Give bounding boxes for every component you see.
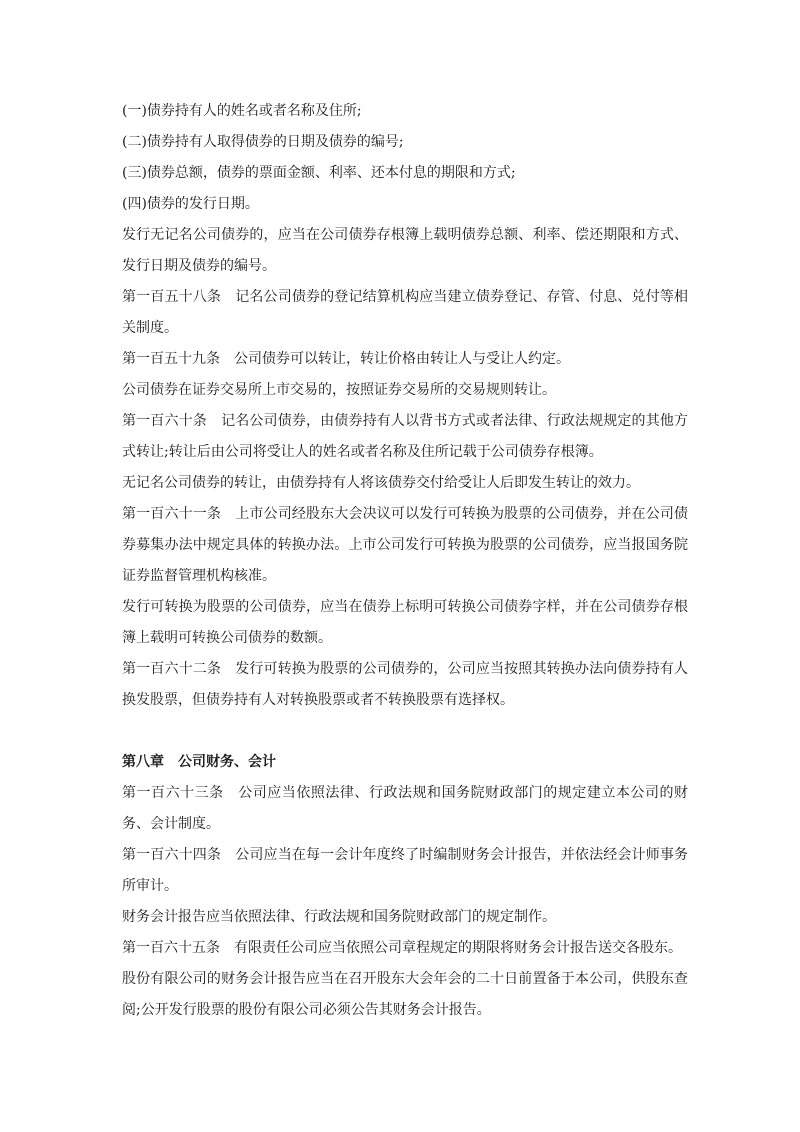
paragraph: (一)债券持有人的姓名或者名称及住所;	[122, 103, 362, 119]
chapter-heading: 第八章 公司财务、会计	[122, 754, 276, 770]
paragraph: 第一百五十八条 记名公司债券的登记结算机构应当建立债券登记、存管、付息、兑付等相关制度。	[122, 289, 688, 336]
paragraph: 发行无记名公司债券的，应当在公司债券存根簿上载明债券总额、利率、偿还期限和方式、发行日期及债券的编号。	[122, 227, 688, 274]
document-page	[122, 96, 688, 1026]
paragraph: (四)债券的发行日期。	[122, 196, 259, 212]
paragraph: 公司债券在证券交易所上市交易的，按照证券交易所的交易规则转让。	[122, 382, 556, 398]
paragraph: 股份有限公司的财务会计报告应当在召开股东大会年会的二十日前置备于本公司，供股东查阅;公开发行股票的股份有限公司必须公告其财务会计报告。	[122, 971, 688, 1018]
paragraph: (二)债券持有人取得债券的日期及债券的编号;	[122, 134, 404, 150]
paragraph: 第一百六十四条 公司应当在每一会计年度终了时编制财务会计报告，并依法经会计师事务所审计。	[122, 847, 688, 894]
paragraph: (三)债券总额，债券的票面金额、利率、还本付息的期限和方式;	[122, 165, 516, 181]
paragraph: 第一百六十三条 公司应当依照法律、行政法规和国务院财政部门的规定建立本公司的财务、会计制度。	[122, 785, 688, 832]
paragraph: 发行可转换为股票的公司债券，应当在债券上标明可转换公司债券字样，并在公司债券存根簿上载明可转换公司债券的数额。	[122, 599, 688, 646]
paragraph: 第一百六十二条 发行可转换为股票的公司债券的，公司应当按照其转换办法向债券持有人换发股票，但债券持有人对转换股票或者不转换股票有选择权。	[122, 661, 688, 708]
section-spacer	[122, 716, 688, 747]
paragraph: 第一百五十九条 公司债券可以转让，转让价格由转让人与受让人约定。	[122, 351, 570, 367]
paragraph: 第一百六十条 记名公司债券，由债券持有人以背书方式或者法律、行政法规规定的其他方式转让;转让后由公司将受让人的姓名或者名称及住所记载于公司债券存根簿。	[122, 413, 688, 460]
section-finance-accounting	[122, 747, 688, 1026]
paragraph: 第一百六十一条 上市公司经股东大会决议可以发行可转换为股票的公司债券，并在公司债券募集办法中规定具体的转换办法。上市公司发行可转换为股票的公司债券，应当报国务院证券监督管理机构核准。	[122, 506, 688, 584]
paragraph: 财务会计报告应当依照法律、行政法规和国务院财政部门的规定制作。	[122, 909, 556, 925]
section-bond-provisions	[122, 96, 688, 716]
paragraph: 无记名公司债券的转让，由债券持有人将该债券交付给受让人后即发生转让的效力。	[122, 475, 640, 491]
paragraph: 第一百六十五条 有限责任公司应当依照公司章程规定的期限将财务会计报告送交各股东。	[122, 940, 682, 956]
